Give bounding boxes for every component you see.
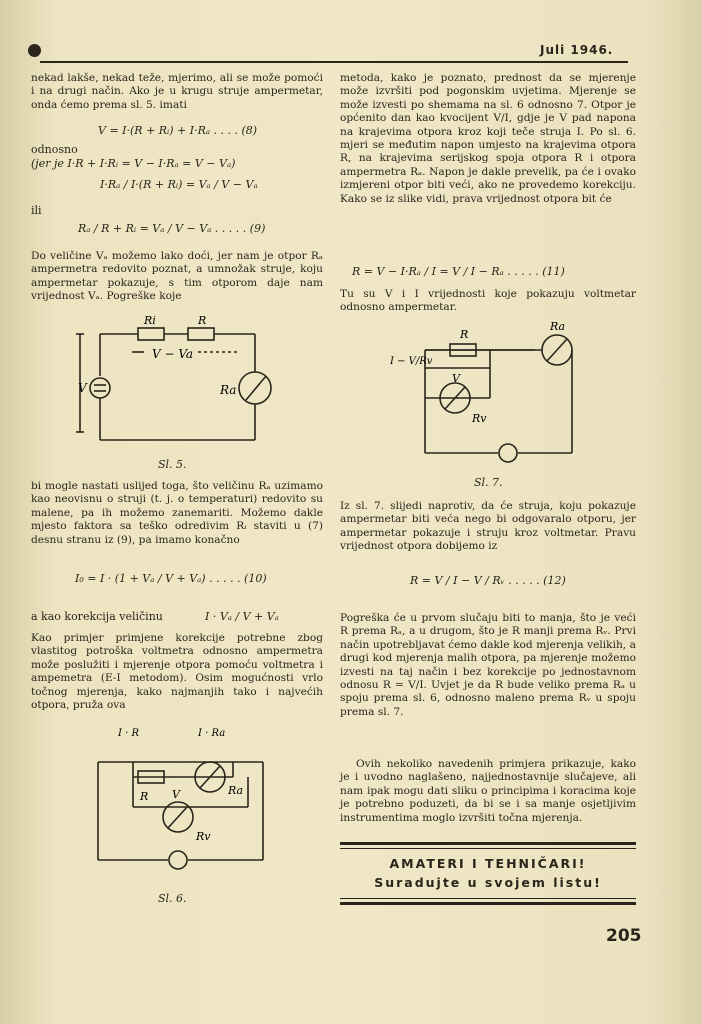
fig6-ra-label: Ra xyxy=(228,784,244,797)
ili-label: ili xyxy=(31,204,42,217)
odnosno-label: odnosno xyxy=(31,143,78,156)
fig7-ra-label: Ra xyxy=(550,320,566,333)
notice-rule-bottom-thin xyxy=(340,898,636,899)
issue-date: Juli 1946. xyxy=(540,43,614,57)
fig7-rv-label: Rv xyxy=(472,412,487,425)
jer-equation: (jer je I·R + I·Rᵢ = V − I·Rₐ = V − Vₐ) xyxy=(31,157,236,170)
fig6-ir-label: I · R xyxy=(118,728,140,739)
fig6-ira-label: I · Ra xyxy=(198,728,226,739)
right-para-5: Ovih nekoliko navedenih primjera prikazuje, kako je i uvodno naglašeno, najjednostavnije slučajeve, ali nam ipak mogu dati sliku o principima i koracima koje je potrebno poduzeti, da bi se i sa manje osjetljivim instrumentima moglo izvršiti točna mjerenja. xyxy=(340,758,636,824)
fig6-r-label: R xyxy=(140,790,149,803)
fig7-r-label: R xyxy=(460,328,469,341)
fig7-v-label: V xyxy=(452,372,460,385)
right-para-4: Pogreška će u prvom slučaju biti to manja, što je veći R prema Rₐ, a u drugom, što je R manji prema Rᵥ. Prvi način upotrebljavat ćemo dakle kod mjerenja velikih, a drugi kod mjerenja malih otpora, pa mjerenje možemo izvesti na taj način i bez korekcije po jednostavnom odnosu R = V/I. Uvjet je da R bude veliko prema Rₐ u spoju prema sl. 6, odnosno maleno prema Rᵥ u spoju prema sl. 7. xyxy=(340,612,636,718)
page-number: 205 xyxy=(606,926,642,946)
fig7-i-minus-label: I − V/Rv xyxy=(390,356,433,367)
notice-line-1: AMATERI I TEHNIČARI! xyxy=(389,856,587,871)
equation-12: R = V / I − V / Rᵥ . . . . . (12) xyxy=(410,574,566,587)
figure-5-circuit xyxy=(70,312,310,452)
notice-rule-top xyxy=(340,842,636,845)
bullet-icon xyxy=(28,44,41,57)
notice-rule-top-thin xyxy=(340,848,636,849)
fig5-v-va-label: V − Va xyxy=(152,347,194,361)
fig5-ri-label: Ri xyxy=(144,314,156,327)
korekcija-equation: I · Vₐ / V + Vₐ xyxy=(205,610,279,623)
fig5-v-label: V xyxy=(78,381,87,395)
korekcija-label: a kao korekcija veličinu xyxy=(31,610,163,623)
figure-6-circuit xyxy=(88,722,278,882)
figure-6-caption: Sl. 6. xyxy=(158,892,187,905)
figure-5-caption: Sl. 5. xyxy=(158,458,187,471)
left-para-4: Kao primjer primjene korekcije potrebne zbog vlastitog potroška voltmetra odnosno ampermetra može poslužiti i mjerenje otpora pomoću voltmetra i ampemetra (E-I metodom). Osim mogućnosti vrlo točnog mjerenja, kako najmanjih tako i najvećih otpora, pruža ova xyxy=(31,632,323,712)
fig5-r-label: R xyxy=(198,314,207,327)
notice-rule-bottom xyxy=(340,902,636,905)
right-para-3: Iz sl. 7. slijedi naprotiv, da će struja, koju pokazuje ampermetar biti veća nego bi odgovaralo otporu, jer ampermetar pokazuje i struju kroz voltmetar. Pravu vrijednost otpora dobijemo iz xyxy=(340,500,636,553)
fig5-ra-label: Ra xyxy=(220,383,237,397)
right-para-2: Tu su V i I vrijednosti koje pokazuju voltmetar odnosno ampermetar. xyxy=(340,288,636,314)
left-para-3: bi mogle nastati uslijed toga, što veličinu Rₐ uzimamo kao neovisnu o struji (t. j. o temperaturi) redovito su malene, pa ih možemo zanemariti. Možemo dakle mjesto faktora sa teško odredivim Rᵢ staviti u (7) desnu stranu iz (9), pa imamo konačno xyxy=(31,480,323,546)
r-resistor xyxy=(188,328,214,340)
left-para-2: Do veličine Vₐ možemo lako doći, jer nam je otpor Rₐ ampermetra redovito poznat, a umnožak struje, koju ampermetar pokazuje, s tim otporom daje nam vrijednost Vₐ. Pogreške koje xyxy=(31,250,323,303)
notice-line-2: Suradujte u svojem listu! xyxy=(374,875,602,890)
figure-7-caption: Sl. 7. xyxy=(474,476,503,489)
right-para-1: metoda, kako je poznato, prednost da se mjerenje može izvršiti pod pogonskim uvjetima. Mjerenje se može izvesti po shemama na sl. 6 odnosno 7. Otpor je općenito dan kao kvocijent V/I, gdje je V pad napona na krajevima otpora kroz koji teče struja I. Po sl. 6. mjeri se međutim napon umjesto na krajevima otpora R, na krajevima serijskog spoja otpora R i otpora ampermetra Rₐ. Napon je dakle prevelik, pa će i ovako izmjereni otpor biti veći, ako ne provedemo korekciju. Kako se iz slike vidi, prava vrijednost otpora bit će xyxy=(340,72,636,205)
figure-7-circuit xyxy=(390,318,590,468)
left-para-1: nekad lakše, nekad teže, mjerimo, ali se može pomoći i na drugi način. Ako je u krugu struje ampermetar, onda ćemo prema sl. 5. imati xyxy=(31,72,323,111)
fraction-equation: I·Rₐ / I·(R + Rᵢ) = Vₐ / V − Vₐ xyxy=(100,178,258,191)
equation-8: V = I·(R + Rᵢ) + I·Rₐ . . . . (8) xyxy=(98,124,258,137)
equation-10: I₀ = I · (1 + Vₐ / V + Vₐ) . . . . . (10) xyxy=(75,572,267,585)
header-rule xyxy=(40,61,628,63)
ri-resistor xyxy=(138,328,164,340)
equation-11: R = V − I·Rₐ / I = V / I − Rₐ . . . . . (11) xyxy=(352,265,565,278)
fig6-rv-label: Rv xyxy=(196,830,211,843)
equation-9: Rₐ / R + Rᵢ = Vₐ / V − Vₐ . . . . . (9) xyxy=(78,222,266,235)
fig6-v-label: V xyxy=(172,788,180,801)
